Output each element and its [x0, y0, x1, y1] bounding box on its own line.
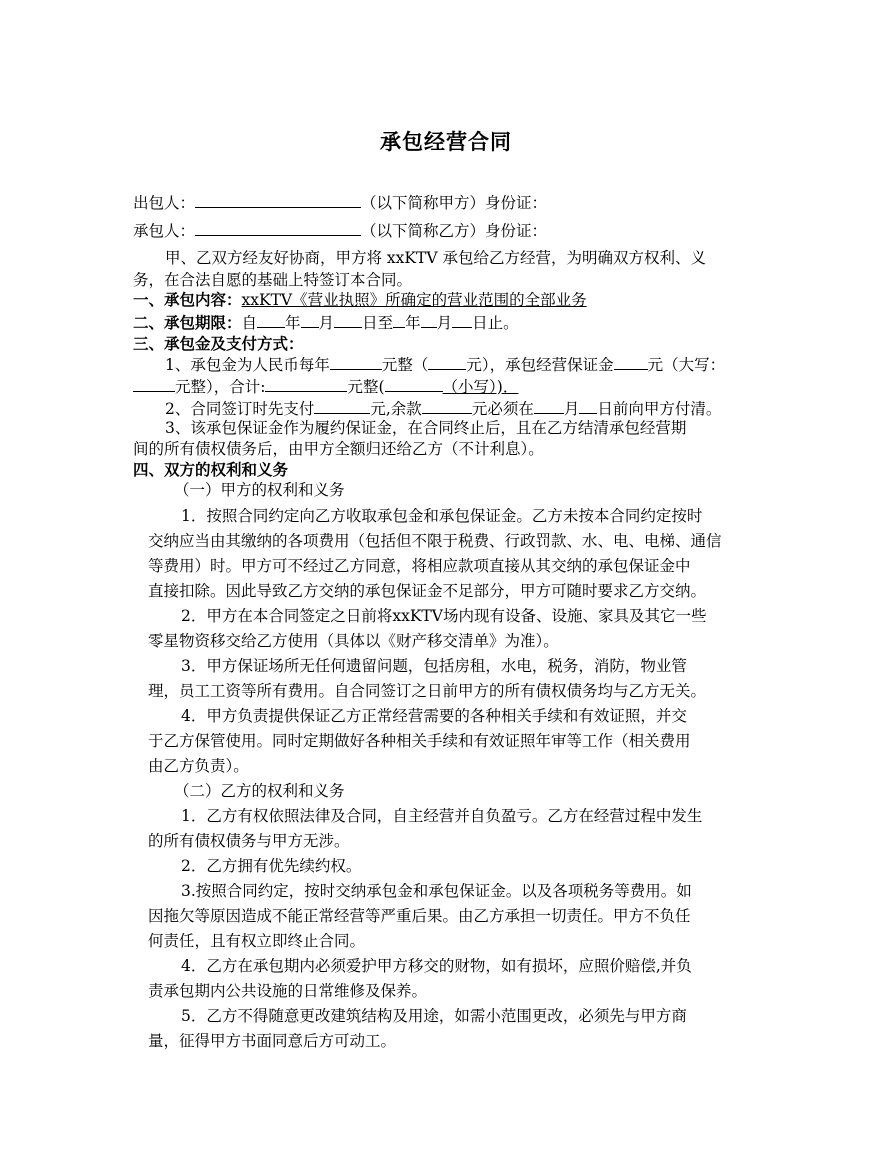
end-day-blank[interactable] — [452, 312, 472, 328]
party-b-clause-1-line: 1．乙方有权依照法律及合同，自主经营并自负盈亏。乙方在经营过程中发生 — [181, 807, 703, 825]
section-1-label: 一、承包内容： — [133, 290, 242, 309]
party-b-clause-3-line: 因拖欠等原因造成不能正常经营等严重后果。由乙方承担一切责任。甲方不负任 — [148, 907, 691, 925]
balance-month-blank[interactable] — [534, 398, 564, 414]
payment-item-2 — [165, 398, 721, 419]
section-4-label: 四、双方的权利和义务 — [133, 460, 289, 479]
party-b-clause-3-line: 何责任，且有权立即终止合同。 — [148, 932, 366, 950]
payment-text: 2、合同签订时先支付 — [165, 400, 315, 418]
subsection-2-heading: （二）乙方的权利和义务 — [174, 782, 345, 800]
party-a-clause-2-line: 零星物资移交给乙方使用（具体以《财产移交清单》为准）。 — [148, 632, 559, 650]
balance-blank[interactable] — [422, 398, 472, 414]
payment-text: 月 — [563, 400, 580, 418]
payment-item-1 — [165, 354, 725, 375]
total-lowercase-blank[interactable] — [385, 376, 443, 392]
payment-item-3-line-2: 间的所有债权债务后，由甲方全额归还给乙方（不计利息）。 — [133, 440, 544, 458]
party-a-clause-4-line: 于乙方保管使用。同时定期做好各种相关手续和有效证照年审等工作（相关费用 — [148, 732, 691, 750]
section-2-label: 二、承包期限： — [133, 313, 242, 332]
period-text: 日至 — [362, 314, 394, 332]
payment-text: 元），承包经营保证金 — [466, 356, 614, 374]
end-year-blank[interactable] — [393, 312, 405, 328]
lessor-line — [133, 192, 547, 213]
balance-day-blank[interactable] — [579, 398, 597, 414]
deposit-blank[interactable] — [614, 354, 648, 370]
party-b-clause-5-line: 量，征得甲方书面同意后方可动工。 — [148, 1032, 397, 1050]
payment-text: 元整（ — [381, 356, 429, 374]
payment-text: （小写）)． — [442, 378, 519, 396]
intro-line-1: 甲、乙双方经友好协商，甲方将 xxKTV 承包给乙方经营，为明确双方权利、义 — [165, 249, 706, 267]
party-a-clause-2-line: 2．甲方在本合同签定之日前将xxKTV场内现有设备、设施、家具及其它一些 — [181, 607, 707, 625]
payment-item-1-cont — [133, 376, 518, 397]
party-b-clause-2-line: 2．乙方拥有优先续约权。 — [181, 857, 362, 875]
payment-text: 1、承包金为人民币每年 — [165, 356, 330, 374]
lessee-name-blank[interactable] — [195, 220, 361, 236]
start-day-blank[interactable] — [334, 312, 362, 328]
start-month-blank[interactable] — [301, 312, 319, 328]
lessor-label: 出包人： — [133, 194, 196, 212]
section-1-content: xxKTV《营业执照》所确定的营业范围的全部业务 — [241, 291, 587, 309]
party-b-clause-1-line: 的所有债权债务与甲方无涉。 — [148, 832, 350, 850]
lessor-suffix: （以下简称甲方）身份证： — [361, 194, 548, 212]
party-b-clause-4-line: 4．乙方在承包期内必须爱护甲方移交的财物，如有损坏，应照价赔偿,并负 — [181, 957, 692, 975]
lessor-name-blank[interactable] — [195, 192, 361, 208]
payment-text: 元整( — [347, 378, 385, 396]
payment-text: 元（大写： — [647, 356, 726, 374]
party-a-clause-1-line: 1．按照合同约定向乙方收取承包金和承包保证金。乙方未按本合同约定按时 — [181, 507, 703, 525]
party-a-clause-4-line: 4．甲方负责提供保证乙方正常经营需要的各种相关手续和有效证照，并交 — [181, 707, 687, 725]
first-payment-blank[interactable] — [314, 398, 370, 414]
period-text: 自 — [241, 314, 258, 332]
party-a-clause-1-line: 交纳应当由其缴纳的各项费用（包括但不限于税费、行政罚款、水、电、电梯、通信 — [148, 532, 722, 550]
payment-item-3-line-1: 3、该承包保证金作为履约保证金，在合同终止后，且在乙方结清承包经营期 — [165, 419, 687, 437]
start-year-blank[interactable] — [257, 312, 285, 328]
party-b-clause-3-line: 3.按照合同约定，按时交纳承包金和承包保证金。以及各项税务等费用。如 — [181, 882, 692, 900]
section-2 — [133, 312, 519, 333]
payment-text: 元整），合计: — [175, 378, 266, 396]
period-text: 年 — [285, 314, 301, 332]
party-a-clause-4-line: 由乙方负责）。 — [148, 757, 249, 775]
party-a-clause-3-line: 理，员工工资等所有费用。自合同签订之日前甲方的所有债权债务均与乙方无关。 — [148, 682, 707, 700]
party-b-clause-5-line: 5．乙方不得随意更改建筑结构及用途，如需小范围更改，必须先与甲方商 — [181, 1007, 687, 1025]
payment-text: 日前向甲方付清。 — [597, 400, 722, 418]
party-a-clause-1-line: 等费用）时。甲方可不经过乙方同意，将相应款项直接从其交纳的承包保证金中 — [148, 557, 691, 575]
payment-text: 元必须在 — [471, 400, 534, 418]
lessee-line — [133, 220, 547, 241]
lessee-label: 承包人： — [133, 222, 196, 240]
period-text: 月 — [436, 314, 453, 332]
period-text: 日止。 — [472, 314, 519, 332]
period-text: 年 — [405, 314, 421, 332]
party-b-clause-4-line: 责承包期内公共设施的日常维修及保养。 — [148, 982, 428, 1000]
page-title: 承包经营合同 — [380, 130, 512, 154]
party-a-clause-3-line: 3．甲方保证场所无任何遗留问题，包括房租，水电，税务，消防，物业管 — [181, 657, 687, 675]
intro-line-2: 务，在合法自愿的基础上特签订本合同。 — [133, 271, 413, 289]
party-a-clause-1-line: 直接扣除。因此导致乙方交纳的承包保证金不足部分，甲方可随时要求乙方交纳。 — [148, 582, 707, 600]
section-3-label: 三、承包金及支付方式： — [133, 334, 304, 353]
section-1 — [133, 290, 587, 310]
total-blank[interactable] — [265, 376, 347, 392]
deposit-capital-blank[interactable] — [133, 376, 175, 392]
end-month-blank[interactable] — [421, 312, 437, 328]
period-text: 月 — [318, 314, 335, 332]
annual-fee-number-blank[interactable] — [428, 354, 466, 370]
lessee-suffix: （以下简称乙方）身份证： — [361, 222, 548, 240]
subsection-1-heading: （一）甲方的权利和义务 — [174, 481, 345, 499]
annual-fee-blank[interactable] — [330, 354, 382, 370]
payment-text: 元,余款 — [370, 400, 422, 418]
